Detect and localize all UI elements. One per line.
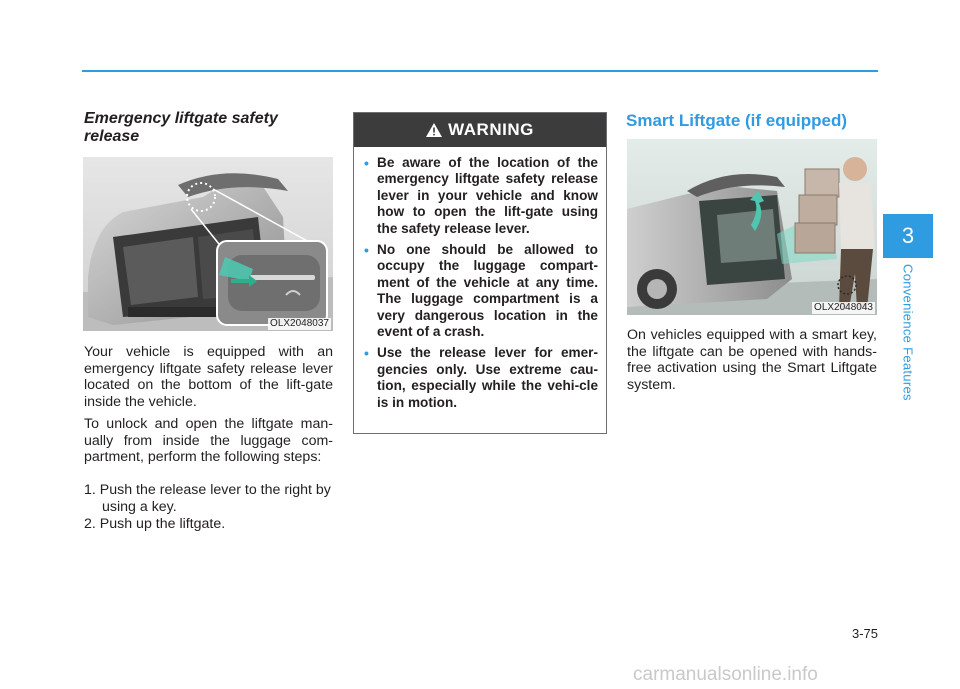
chapter-title: Convenience Features bbox=[900, 264, 916, 401]
paragraph-smart-liftgate: On vehicles equipped with a smart key, the liftgate can be opened with hands-free activation using the Smart Liftgate system. bbox=[627, 327, 877, 393]
bullet-icon: • bbox=[364, 155, 369, 171]
warning-triangle-icon bbox=[426, 123, 442, 137]
warning-item: • Use the release lever for emer-gencies only. Use extreme cau-tion, especially while the vehi-cle is in motion. bbox=[364, 345, 598, 410]
section-heading-emergency-release: Emergency liftgate safety release bbox=[84, 110, 278, 145]
figure-code: OLX2048037 bbox=[270, 318, 329, 329]
chapter-number-tab: 3 bbox=[883, 214, 933, 258]
warning-list bbox=[364, 155, 598, 416]
figure-smart-liftgate bbox=[627, 139, 877, 315]
page-number: 3-75 bbox=[851, 626, 878, 641]
warning-box bbox=[353, 112, 607, 434]
warning-item: • Be aware of the location of the emergency liftgate safety release lever in your vehicle and know how to open the lift-gate using the safety release lever. bbox=[364, 155, 598, 236]
paragraph-lever-location: Your vehicle is equipped with an emergency liftgate safety release lever located on the bottom of the lift-gate inside the vehicle. bbox=[84, 344, 333, 410]
step-1: 1. Push the release lever to the right by using a key. bbox=[84, 482, 331, 515]
warning-header bbox=[354, 113, 606, 147]
watermark: carmanualsonline.info bbox=[633, 664, 818, 685]
bullet-icon: • bbox=[364, 345, 369, 362]
top-rule bbox=[82, 70, 878, 72]
warning-item: • No one should be allowed to occupy the luggage compart-ment of the vehicle at any time. The luggage compartment is a very dangerous location in the event of a crash. bbox=[364, 242, 598, 340]
step-2: 2. Push up the liftgate. bbox=[84, 516, 226, 532]
bullet-icon: • bbox=[364, 242, 369, 259]
smart-liftgate-illustration bbox=[627, 139, 877, 315]
liftgate-interior-illustration bbox=[83, 157, 333, 331]
chapter-title-vertical bbox=[893, 264, 923, 412]
figure-code: OLX2048043 bbox=[814, 302, 873, 313]
section-heading-smart-liftgate: Smart Liftgate (if equipped) bbox=[626, 111, 847, 130]
warning-title: WARNING bbox=[448, 120, 534, 139]
paragraph-unlock-steps: To unlock and open the liftgate man-ually from inside the luggage com-partment, perform the following steps: bbox=[84, 416, 333, 465]
figure-liftgate-interior bbox=[83, 157, 333, 331]
